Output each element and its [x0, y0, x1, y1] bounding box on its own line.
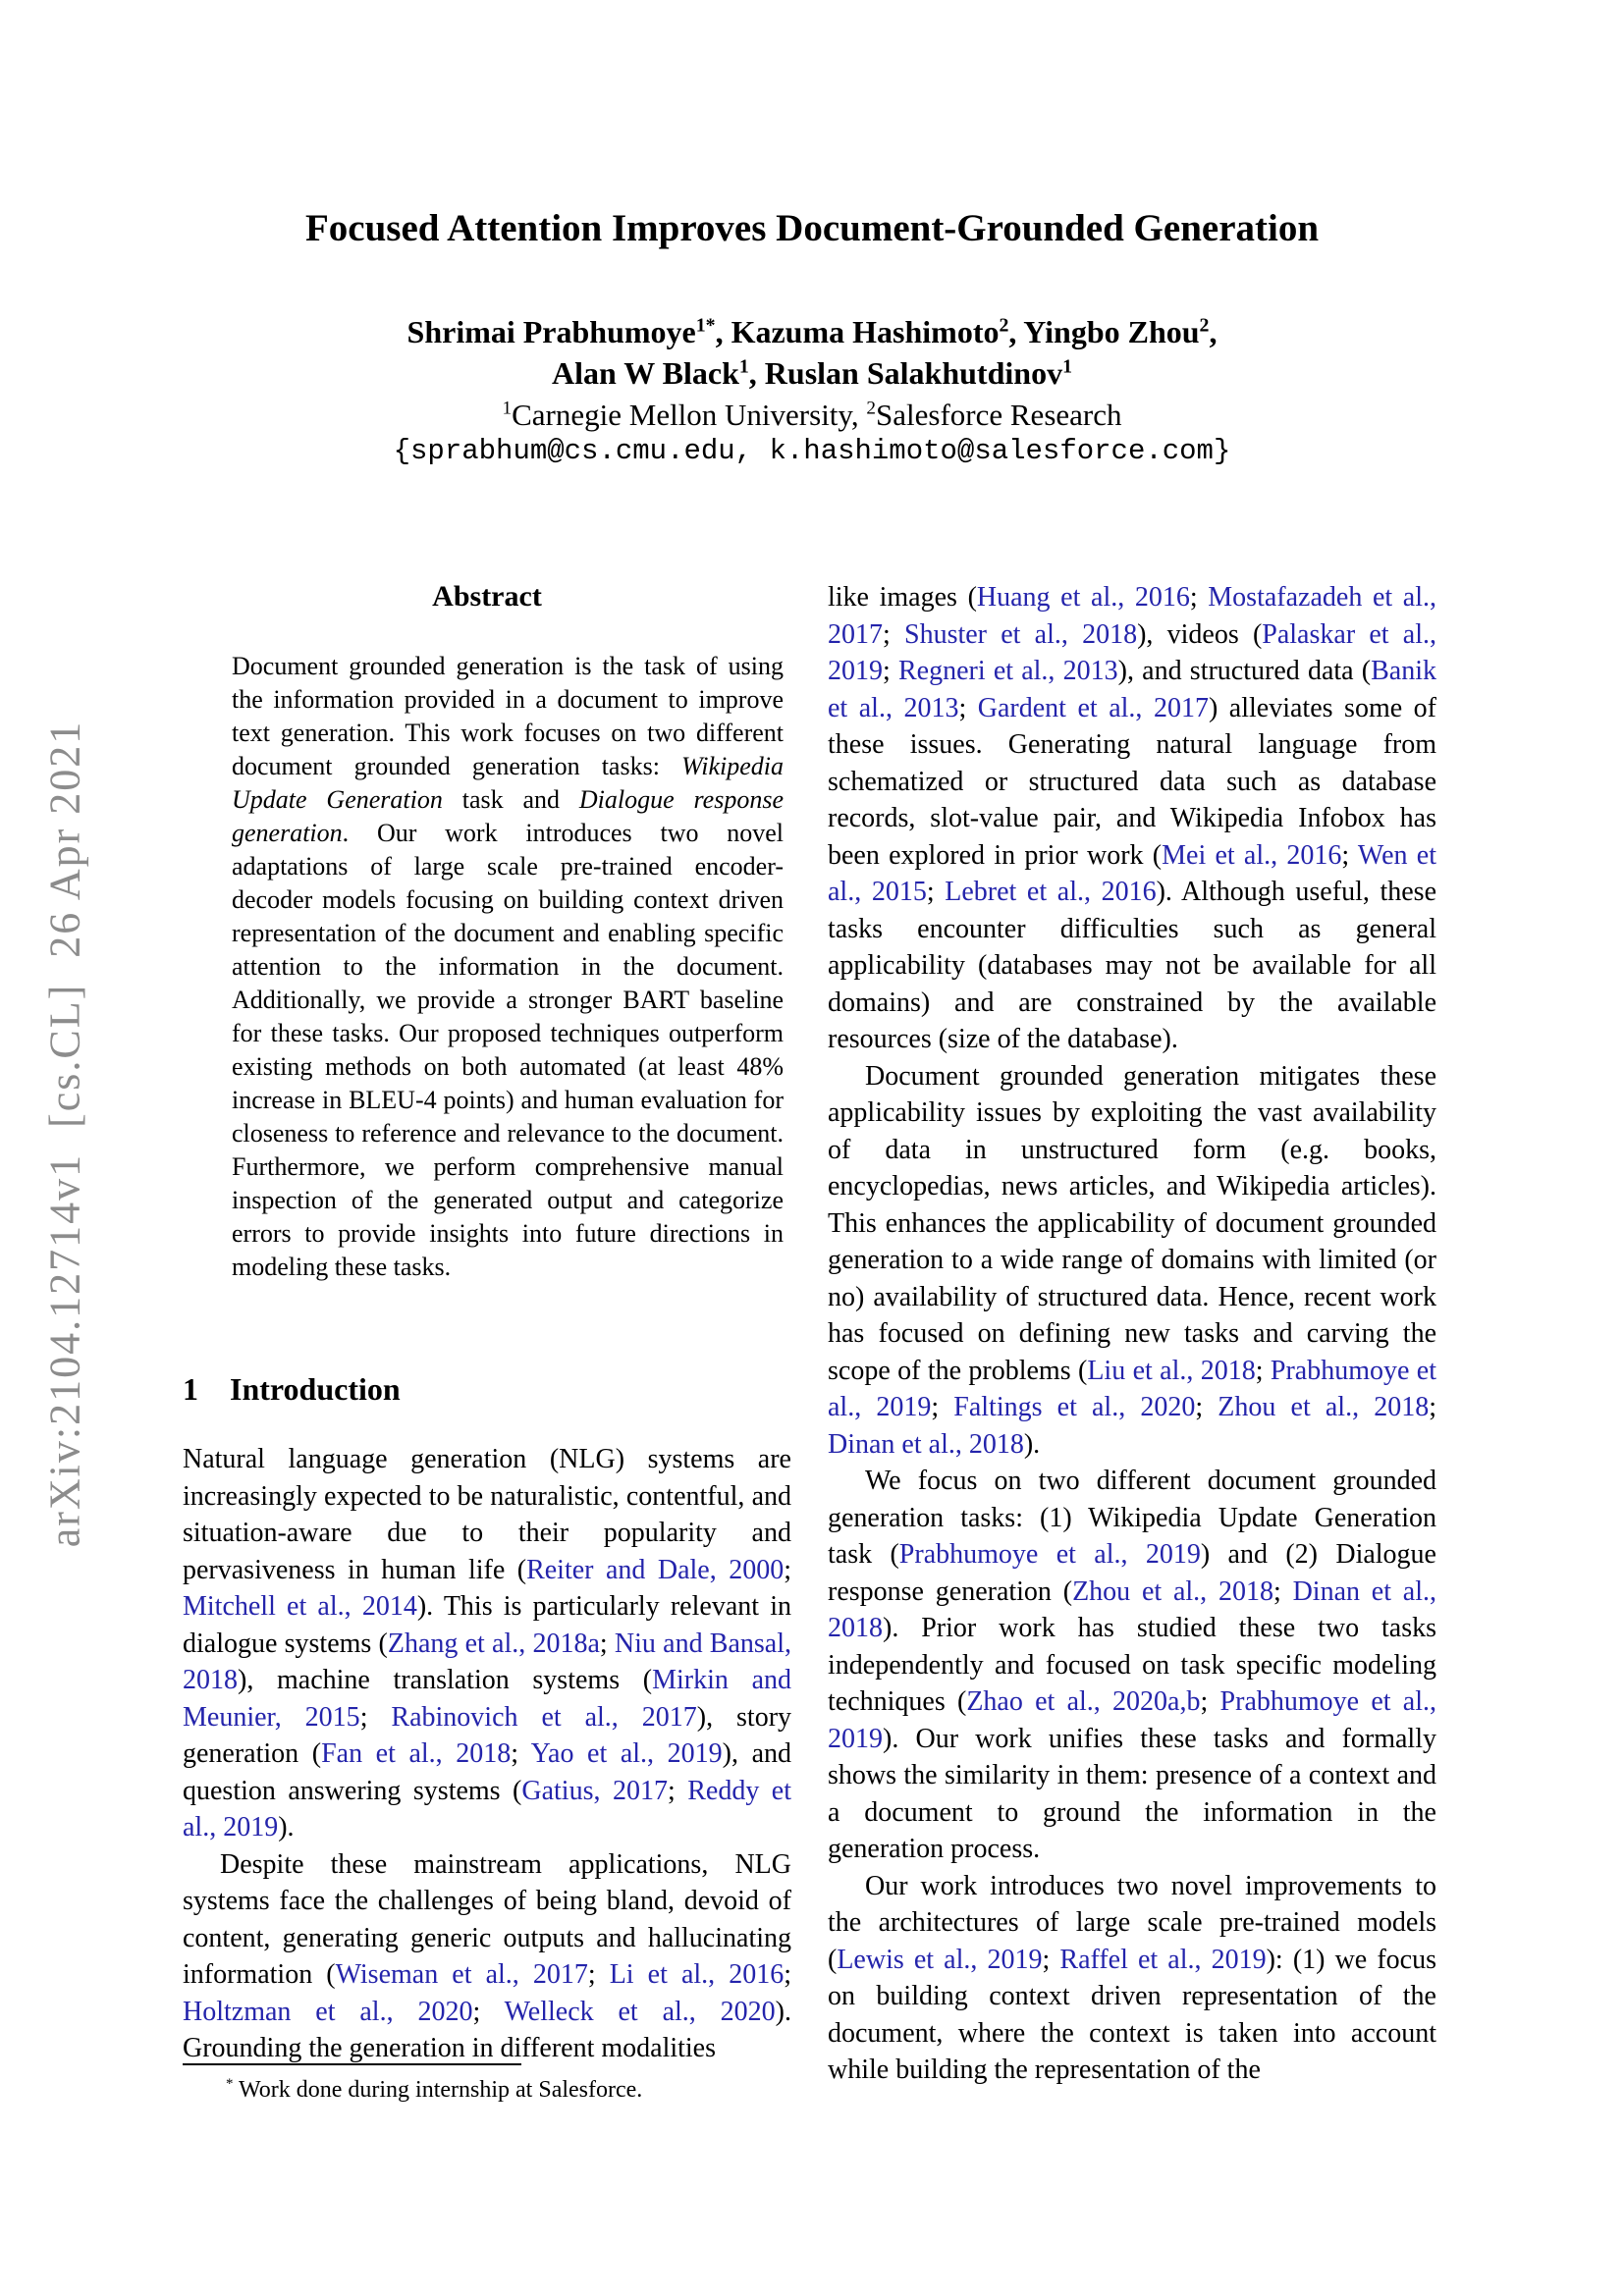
citation-link[interactable]: Welleck et al., 2020 [504, 1996, 776, 2027]
right-paragraph-3 [828, 1463, 1436, 1868]
text-segment: Shrimai Prabhumoye [406, 314, 696, 349]
citation-link[interactable]: Mei et al., 2016 [1162, 839, 1342, 871]
abstract-heading: Abstract [432, 580, 542, 613]
text-segment: * [226, 2076, 234, 2092]
text-segment: Work done during internship at Salesforce. [233, 2077, 643, 2103]
citation-link[interactable]: Wen et al., 2015 [828, 839, 1436, 907]
citation-link[interactable]: Reiter and Dale, 2000 [526, 1554, 785, 1585]
text-segment: ; [1200, 1686, 1220, 1717]
citation-link[interactable]: Dinan et al., 2018 [828, 1575, 1436, 1643]
text-segment: ; [958, 692, 978, 723]
text-segment: ; [1272, 1575, 1293, 1607]
text-segment: Alan W Black [552, 355, 739, 391]
text-segment: ): (1) we focus on building context driven representation of the document, where the context is taken into account while building the representation of the [828, 1944, 1436, 2085]
text-segment: ; [511, 1738, 531, 1769]
citation-link[interactable]: Gatius, 2017 [521, 1775, 668, 1806]
citation-link[interactable]: Palaskar et al., 2019 [828, 618, 1436, 686]
text-segment: ; [1341, 839, 1358, 871]
citation-link[interactable]: Wiseman et al., 2017 [335, 1959, 588, 1990]
author-line-1 [0, 312, 1624, 351]
text-segment: ; [359, 1701, 392, 1733]
citation-link[interactable]: Yao et al., 2019 [530, 1738, 723, 1769]
text-segment: ). This is particularly relevant in dialogue systems ( [183, 1591, 791, 1659]
citation-link[interactable]: Zhao et al., 2020a,b [966, 1686, 1201, 1717]
text-segment: We focus on two different document grounded generation tasks: (1) Wikipedia Update Generation task ( [828, 1466, 1436, 1570]
citation-link[interactable]: Mostafazadeh et al., 2017 [828, 582, 1436, 650]
text-segment: ; [599, 1628, 615, 1659]
citation-link[interactable]: Faltings et al., 2020 [953, 1392, 1196, 1422]
citation-link[interactable]: Mitchell et al., 2014 [183, 1591, 417, 1622]
text-segment: , Yingbo Zhou [1008, 314, 1200, 349]
section-number: 1 [183, 1371, 198, 1407]
text-segment: 1* [695, 314, 716, 337]
email-line: {sprabhum@cs.cmu.edu, k.hashimoto@salesforce.com} [393, 435, 1231, 467]
citation-link[interactable]: Prabhumoye et al., 2019 [828, 1686, 1437, 1754]
text-segment: ; [784, 1959, 791, 1990]
text-segment: ). Although useful, these tasks encounter difficulties such as general applicability (databases may not be available for all domains) and are constrained by the available resources (size of the database). [828, 877, 1436, 1054]
text-segment: ) and (2) Dialogue response generation ( [828, 1539, 1436, 1607]
text-segment: ), and structured data ( [1117, 656, 1372, 686]
text-segment: Document grounded generation is the task of using the information provided in a document to improve text generation. This work focuses on two different document grounded generation tasks: [232, 652, 784, 780]
citation-link[interactable]: Huang et al., 2016 [976, 582, 1190, 613]
text-segment: , [1209, 314, 1218, 349]
text-segment: ; [1255, 1355, 1271, 1386]
text-segment: , Kazuma Hashimoto [715, 314, 1000, 349]
text-segment: 1 [1062, 355, 1072, 378]
text-segment: ; [1189, 582, 1209, 613]
text-segment: ; [1195, 1392, 1218, 1422]
text-segment: ; [883, 618, 904, 650]
citation-link[interactable]: Reddy et al., 2019 [183, 1775, 792, 1842]
text-segment: ), videos ( [1137, 618, 1263, 650]
abstract-body [232, 650, 784, 1284]
text-segment: Document grounded generation mitigates these applicability issues by exploiting the vast availability of data in unstructured form (e.g. books, encyclopedias, news articles, and Wikipedia articles). This enhances the applicability of document grounded generation to a wide range of domains with limited (or no) availability of structured data. Hence, recent work has focused on defining new tasks and carving the scope of the problems ( [828, 1060, 1436, 1386]
citation-link[interactable]: Raffel et al., 2019 [1059, 1944, 1267, 1975]
intro-paragraph-1 [183, 1441, 791, 1846]
citation-link[interactable]: Zhang et al., 2018a [387, 1628, 600, 1659]
text-segment: ; [1429, 1392, 1436, 1422]
citation-link[interactable]: Fan et al., 2018 [321, 1738, 512, 1769]
citation-link[interactable]: Dinan et al., 2018 [828, 1428, 1024, 1460]
citation-link[interactable]: Mirkin and Meunier, 2015 [183, 1665, 792, 1733]
right-paragraph-2 [828, 1058, 1436, 1464]
intro-paragraph-2 [183, 1846, 791, 2067]
text-segment: Carnegie Mellon University, [512, 398, 867, 432]
text-segment: ; [883, 656, 898, 686]
affiliation-line [0, 397, 1624, 434]
citation-link[interactable]: Prabhumoye et al., 2019 [898, 1539, 1201, 1570]
citation-link[interactable]: Liu et al., 2018 [1087, 1355, 1256, 1386]
section-title: Introduction [230, 1371, 401, 1407]
text-segment: ) alleviates some of these issues. Generating natural language from schematized or structured data such as database records, slot-value pair, and Wikipedia Infobox has been explored in prior work ( [828, 692, 1437, 871]
right-paragraph-1 [828, 579, 1436, 1058]
citation-link[interactable]: Niu and Bansal, 2018 [183, 1628, 792, 1695]
citation-link[interactable]: Banik et al., 2013 [828, 656, 1436, 723]
text-segment: ), machine translation systems ( [238, 1665, 653, 1695]
text-segment: 2 [1199, 314, 1210, 337]
text-segment: task and [442, 785, 579, 814]
citation-link[interactable]: Zhou et al., 2018 [1218, 1392, 1430, 1422]
left-column [183, 579, 791, 2067]
citation-link[interactable]: Rabinovich et al., 2017 [391, 1701, 697, 1733]
citation-link[interactable]: Lewis et al., 2019 [837, 1944, 1043, 1975]
section-heading-introduction [183, 1370, 791, 1408]
text-segment: . Our work introduces two novel adaptations of large scale pre-trained encoder-decoder models focusing on building context driven representation of the document and enabling specific attention to the information in the document. Additionally, we provide a stronger BART baseline for these tasks. Our proposed techniques outperform existing methods on both automated (at least 48% increase in BLEU-4 points) and human evaluation for closeness to reference and relevance to the document. Furthermore, we perform comprehensive manual inspection of the generated output and categorize errors to provide insights into future directions in modeling these tasks. [232, 819, 784, 1281]
citation-link[interactable]: Gardent et al., 2017 [977, 692, 1209, 723]
text-segment: , Ruslan Salakhutdinov [748, 355, 1063, 391]
footnote-text [183, 2075, 791, 2105]
text-segment: Natural language generation (NLG) systems are increasingly expected to be naturalistic, contentful, and situation-aware due to their popularity and pervasiveness in human life ( [183, 1444, 791, 1585]
text-segment: ; [784, 1554, 791, 1585]
text-segment: ; [472, 1996, 505, 2027]
text-segment: ). Prior work has studied these two tasks independently and focused on task specific modeling techniques ( [828, 1613, 1436, 1717]
citation-link[interactable]: Shuster et al., 2018 [904, 618, 1138, 650]
emphasized-text: Dialogue response generation [232, 785, 784, 847]
text-segment: ; [931, 1392, 954, 1422]
right-column [828, 579, 1436, 2089]
paper-title: Focused Attention Improves Document-Grounded Generation [304, 207, 1320, 249]
citation-link[interactable]: Zhou et al., 2018 [1072, 1575, 1273, 1607]
text-segment: ; [926, 877, 946, 907]
citation-link[interactable]: Prabhumoye et al., 2019 [828, 1355, 1437, 1422]
text-segment: Salesforce Research [876, 398, 1122, 432]
footnote [183, 2063, 791, 2105]
text-segment: 2 [999, 314, 1009, 337]
emphasized-text: Wikipedia Update Generation [232, 752, 784, 814]
text-segment: ; [1042, 1944, 1060, 1975]
arxiv-banner: arXiv:2104.12714v1 [cs.CL] 26 Apr 2021 [40, 720, 89, 1548]
text-segment: Despite these mainstream applications, NLG systems face the challenges of being bland, devoid of content, generating generic outputs and hallucinating information ( [183, 1848, 791, 1990]
text-segment: 1 [502, 398, 513, 419]
text-segment: ; [587, 1959, 610, 1990]
citation-link[interactable]: Holtzman et al., 2020 [183, 1996, 473, 2027]
citation-link[interactable]: Li et al., 2016 [609, 1959, 785, 1990]
author-line-2 [0, 353, 1624, 393]
text-segment: 2 [866, 398, 877, 419]
citation-link[interactable]: Lebret et al., 2016 [945, 877, 1157, 907]
text-segment: ), story generation ( [183, 1701, 792, 1769]
text-segment: ). Grounding the generation in different modalities [183, 1996, 791, 2063]
text-segment: ), and question answering systems ( [183, 1738, 791, 1806]
right-paragraph-4 [828, 1868, 1436, 2089]
text-segment: 1 [738, 355, 749, 378]
citation-link[interactable]: Regneri et al., 2013 [897, 656, 1118, 686]
footnote-rule [183, 2063, 521, 2065]
text-segment: Our work introduces two novel improvements to the architectures of large scale pre-trained models ( [828, 1870, 1436, 1975]
text-segment: like images ( [828, 582, 977, 613]
text-segment: ; [667, 1775, 688, 1806]
text-segment: ). Our work unifies these tasks and formally shows the similarity in them: presence of a context and a document to ground the information in the generation process. [828, 1723, 1436, 1864]
text-segment: ). [278, 1812, 295, 1842]
text-segment: ). [1023, 1428, 1041, 1460]
